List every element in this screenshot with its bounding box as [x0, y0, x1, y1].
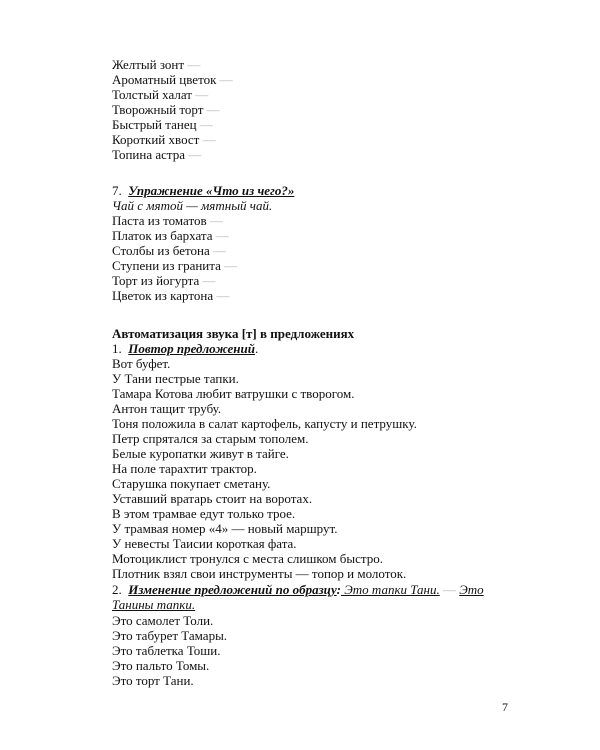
sentence: Тамара Котова любит ватрушки с творогом. — [112, 386, 355, 401]
exercise-heading: 7. Упражнение «Что из чего?» — [112, 183, 295, 198]
sentence: Тоня положила в салат картофель, капусту и петрушку. — [112, 416, 417, 431]
list-item: Топина астра — — [112, 147, 202, 162]
list-item: Это таблетка Тоши. — [112, 643, 221, 658]
list-item: Ароматный цветок — — [112, 72, 233, 87]
subsection-heading: 1. Повтор предложений. — [112, 341, 259, 356]
list-item: Короткий хвост — — [112, 132, 216, 147]
sentence: Уставший вратарь стоит на воротах. — [112, 491, 313, 506]
section-heading: Автоматизация звука [т] в предложениях — [112, 326, 355, 341]
list-item: Столбы из бетона — — [112, 243, 226, 258]
list-item: Торт из йогурта — — [112, 273, 216, 288]
subsection-title: Повтор предложений — [128, 341, 255, 356]
list-item: Паста из томатов — — [112, 213, 223, 228]
sentence: У невесты Таисии короткая фата. — [112, 536, 297, 551]
list-item: Толстый халат — — [112, 87, 209, 102]
sentence: Мотоциклист тронулся с места слишком быстро. — [112, 551, 383, 566]
list-item: Цветок из картона — — [112, 288, 230, 303]
list-item: Это табурет Тамары. — [112, 628, 228, 643]
sentence: Вот буфет. — [112, 356, 171, 371]
exercise-heading: 2. Изменение предложений по образцу: Это тапки Тани. — Это Танины тапки. — [112, 582, 484, 612]
list-item: Платок из бархата — — [112, 228, 229, 243]
page-number: 7 — [502, 700, 508, 714]
list-item: Это пальто Томы. — [112, 658, 210, 673]
sentence: На поле тарахтит трактор. — [112, 461, 257, 476]
sentence: Антон тащит трубу. — [112, 401, 222, 416]
sentence: Петр спрятался за старым тополем. — [112, 431, 309, 446]
sentence: У Тани пестрые тапки. — [112, 371, 239, 386]
sentence: У трамвая номер «4» — новый маршрут. — [112, 521, 338, 536]
list-item: Это торт Тани. — [112, 673, 194, 688]
sentence: В этом трамвае едут только трое. — [112, 506, 296, 521]
sentence: Белые куропатки живут в тайге. — [112, 446, 289, 461]
exercise-title: Упражнение «Что из чего?» — [128, 183, 295, 198]
list-item: Желтый зонт — — [112, 57, 201, 72]
sentence: Старушка покупает сметану. — [112, 476, 271, 491]
list-item: Быстрый танец — — [112, 117, 213, 132]
exercise-title: Изменение предложений по образцу — [128, 582, 337, 597]
list-item: Это самолет Толи. — [112, 613, 214, 628]
list-item: Ступени из гранита — — [112, 258, 238, 273]
exercise-example: Чай с мятой — мятный чай. — [112, 198, 273, 213]
list-item: Творожный торт — — [112, 102, 220, 117]
sentence: Плотник взял свои инструменты — топор и молоток. — [112, 566, 407, 581]
